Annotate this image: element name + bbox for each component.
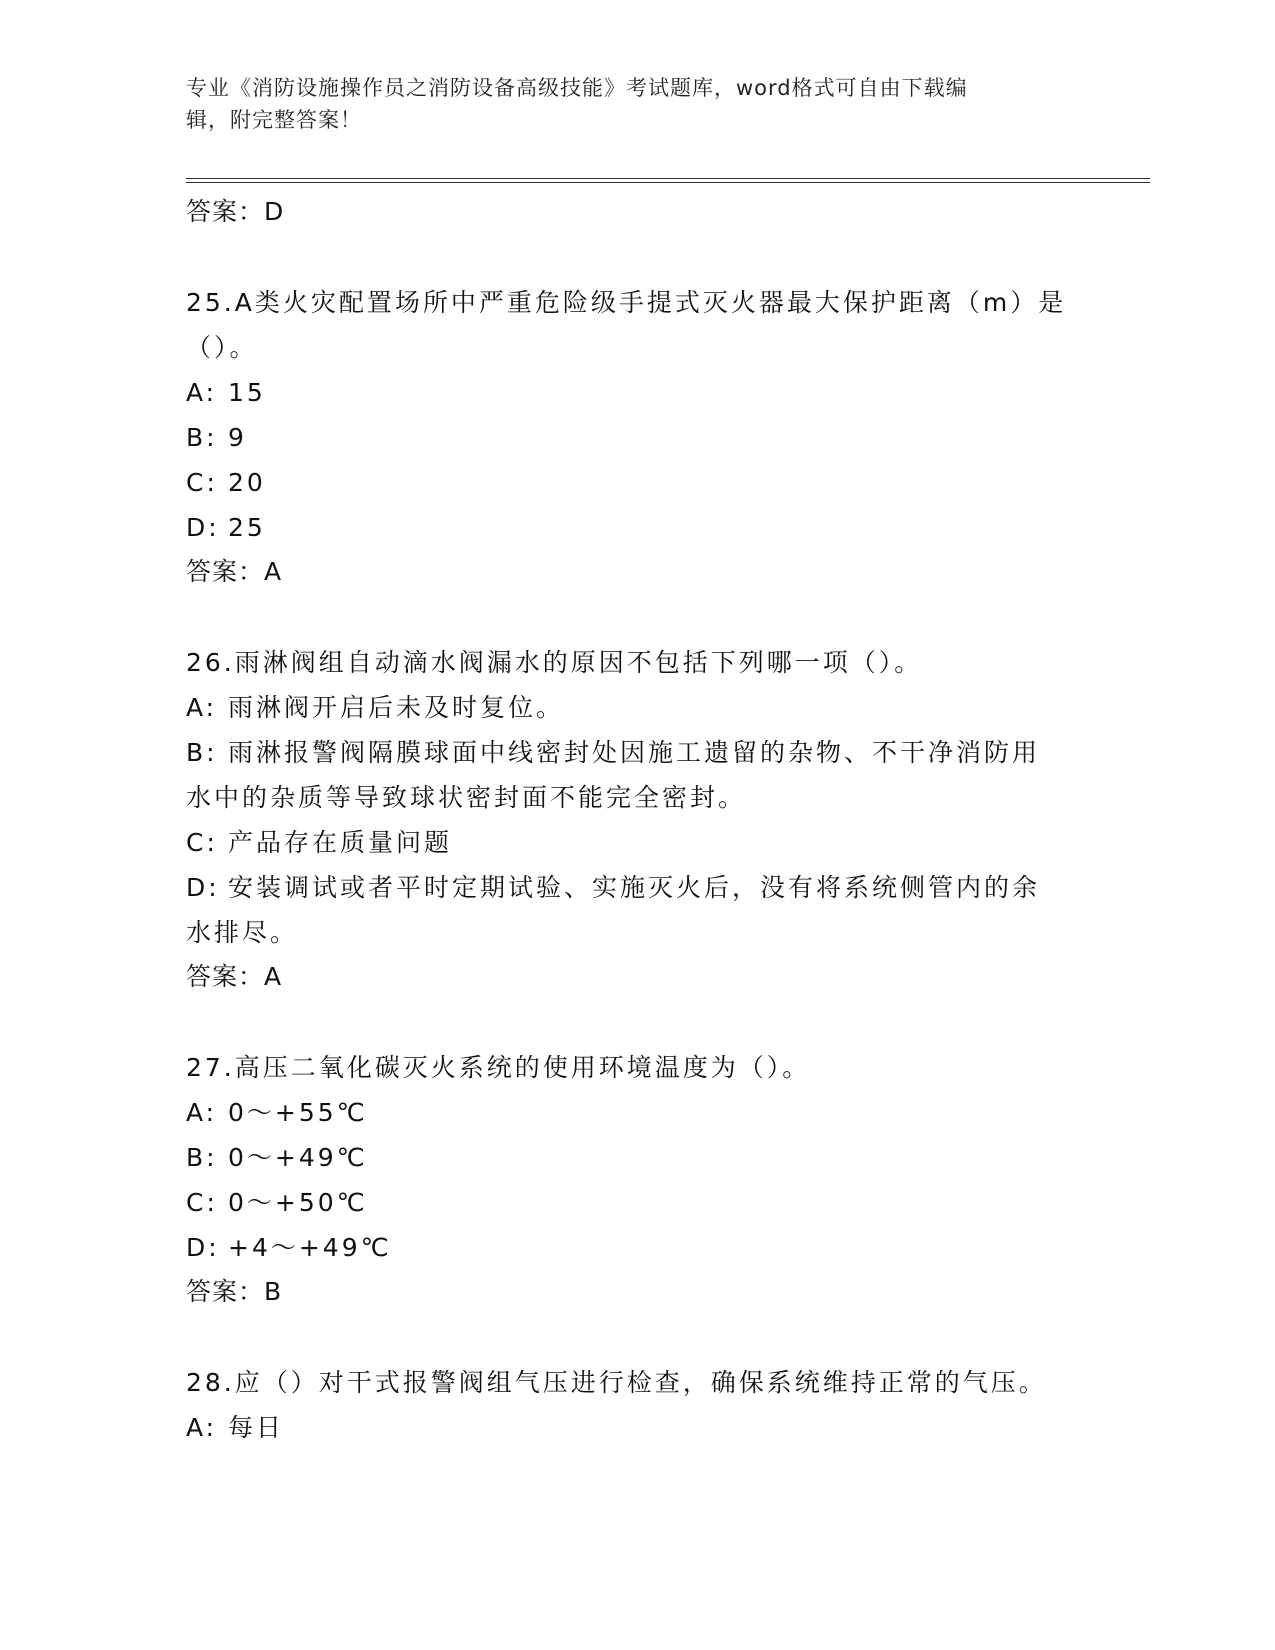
option-letter: D:: [186, 513, 220, 542]
question-stem: 25.A类火灾配置场所中严重危险级手提式灭火器最大保护距离（m）是: [186, 288, 1067, 317]
header-line-2: 辑，附完整答案！: [186, 108, 362, 132]
question-25: [186, 280, 1086, 594]
question-28: [186, 1360, 1086, 1450]
option-letter: C:: [186, 1188, 218, 1217]
option-text: 25: [228, 513, 266, 542]
question-list: [186, 190, 1086, 1450]
option-letter: A:: [186, 1413, 218, 1442]
option-text: +4～+49℃: [228, 1233, 392, 1262]
option-d: [186, 1225, 1086, 1270]
option-c: [186, 1180, 1086, 1225]
option-letter: C:: [186, 828, 218, 857]
option-text: 每日: [228, 1413, 285, 1442]
option-letter: A:: [186, 693, 218, 722]
option-letter: A:: [186, 378, 218, 407]
option-letter: C:: [186, 468, 218, 497]
option-d-continued: 水排尽。: [186, 918, 299, 947]
option-letter: B:: [186, 423, 218, 452]
question-27: [186, 1045, 1086, 1314]
header-divider-top: [186, 178, 1150, 179]
header-line-1: 专业《消防设施操作员之消防设备高级技能》考试题库，word格式可自由下载编: [186, 76, 968, 100]
option-c: [186, 460, 1086, 505]
option-text: 安装调试或者平时定期试验、实施灭火后，没有将系统侧管内的余: [228, 873, 1041, 902]
option-text: 雨淋阀开启后未及时复位。: [228, 693, 565, 722]
option-b-continued: 水中的杂质等导致球状密封面不能完全密封。: [186, 783, 747, 812]
option-a: [186, 1405, 1086, 1450]
answer: 答案：A: [186, 557, 283, 586]
option-text: 雨淋报警阀隔膜球面中线密封处因施工遗留的杂物、不干净消防用: [228, 738, 1041, 767]
option-letter: B:: [186, 1143, 218, 1172]
option-text: 产品存在质量问题: [228, 828, 453, 857]
option-c: [186, 820, 1086, 865]
document-header: [186, 72, 1066, 136]
option-text: 20: [228, 468, 266, 497]
question-stem: 27.高压二氧化碳灭火系统的使用环境温度为（）。: [186, 1053, 811, 1082]
option-letter: D:: [186, 873, 220, 902]
question-26: [186, 640, 1086, 999]
option-b: [186, 730, 1086, 775]
option-text: 0～+49℃: [228, 1143, 368, 1172]
option-a: [186, 1090, 1086, 1135]
previous-answer: 答案：D: [186, 197, 285, 226]
question-stem: 26.雨淋阀组自动滴水阀漏水的原因不包括下列哪一项（）。: [186, 648, 923, 677]
option-text: 9: [228, 423, 247, 452]
question-stem: 28.应（）对干式报警阀组气压进行检查，确保系统维持正常的气压。: [186, 1368, 1047, 1397]
option-a: [186, 685, 1086, 730]
option-text: 15: [228, 378, 266, 407]
answer: 答案：B: [186, 1277, 283, 1306]
header-divider-bottom: [186, 182, 1150, 183]
option-b: [186, 1135, 1086, 1180]
question-stem-continued: （）。: [186, 333, 258, 362]
option-letter: A:: [186, 1098, 218, 1127]
option-b: [186, 415, 1086, 460]
option-a: [186, 370, 1086, 415]
option-text: 0～+55℃: [228, 1098, 368, 1127]
option-text: 0～+50℃: [228, 1188, 368, 1217]
option-letter: D:: [186, 1233, 220, 1262]
option-d: [186, 865, 1086, 910]
option-d: [186, 505, 1086, 550]
option-letter: B:: [186, 738, 218, 767]
answer: 答案：A: [186, 962, 283, 991]
